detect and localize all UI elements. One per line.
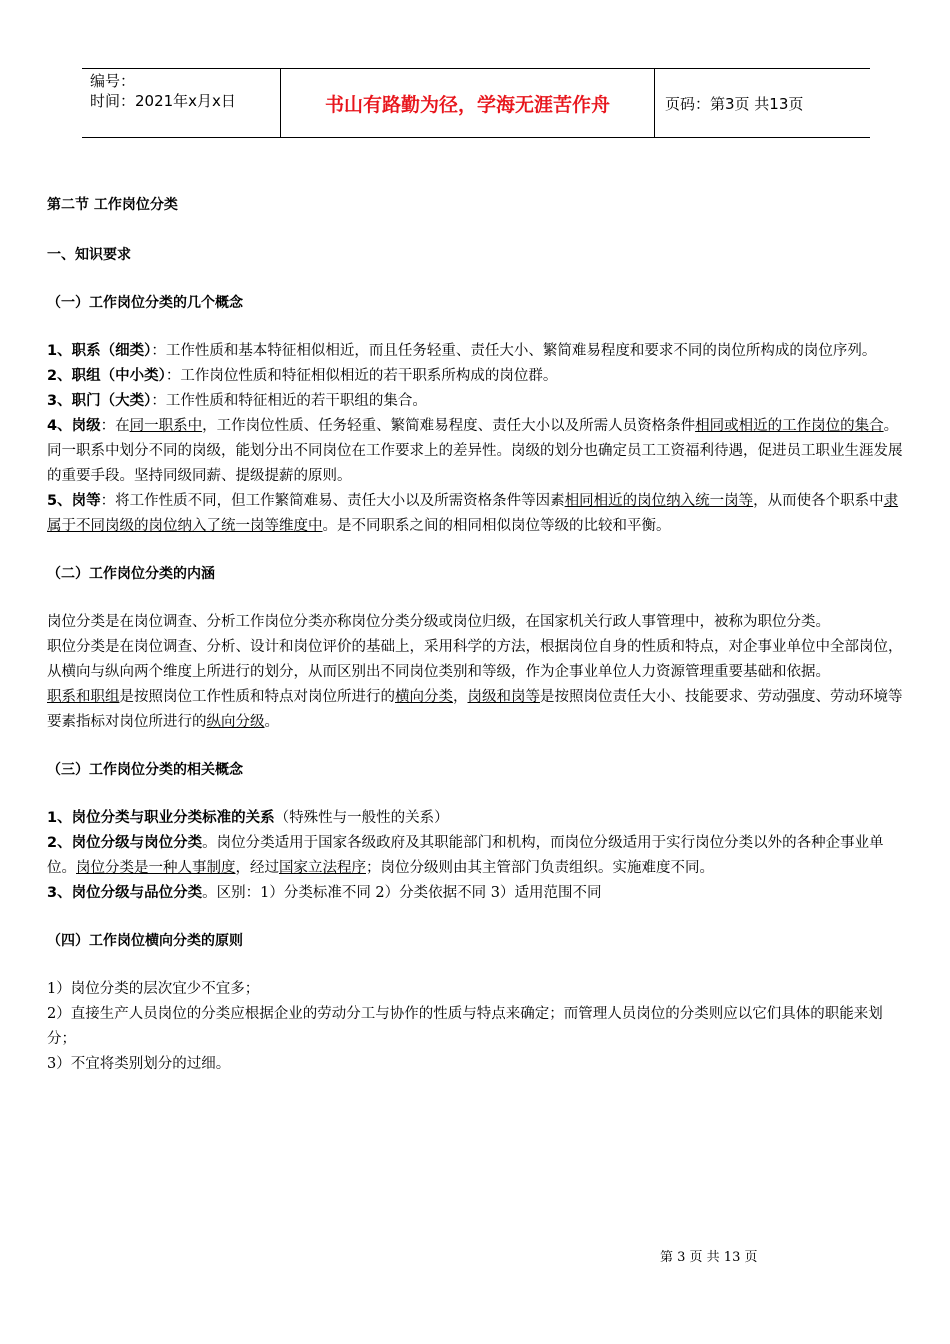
concept-2: 2、职组（中小类）：工作岗位性质和特征相似相近的若干职系所构成的岗位群。 <box>47 368 558 384</box>
section-title: 第二节 工作岗位分类 <box>47 197 178 213</box>
sub3-title: （三）工作岗位分类的相关概念 <box>47 762 243 778</box>
sub1-title: （一）工作岗位分类的几个概念 <box>47 295 243 311</box>
principle-3: 3）不宜将类别划分的过细。 <box>47 1056 231 1072</box>
relation-1: 1、岗位分类与职业分类标准的关系（特殊性与一般性的关系） <box>47 810 449 826</box>
concept-term: 1、职系（细类） <box>47 343 152 359</box>
document-body <box>47 193 907 1077</box>
concept-term: 4、岗级 <box>47 418 101 434</box>
page-footer: 第 3 页 共 13 页 <box>660 1250 758 1265</box>
page-info: 页码：第3页 共13页 <box>665 94 804 113</box>
part1-title: 一、知识要求 <box>47 247 131 263</box>
principle-1: 1）岗位分类的层次宜少不宜多； <box>47 981 260 997</box>
concept-term: 2、职组（中小类） <box>47 368 166 384</box>
motto: 书山有路勤为径，学海无涯苦作舟 <box>281 69 655 137</box>
concept-5: 5、岗等：将工作性质不同，但工作繁简难易、责任大小以及所需资格条件等因素相同相近的岗位纳入统一岗等，从而使各个职系中隶属于不同岗级的岗位纳入了统一岗等维度中。是不同职系之间的相同相似岗位等级的比较和平衡。 <box>47 493 899 534</box>
concept-term: 5、岗等 <box>47 493 101 509</box>
principle-2: 2）直接生产人员岗位的分类应根据企业的劳动分工与协作的性质与特点来确定；而管理人员岗位的分类则应以它们具体的职能来划分； <box>47 1006 883 1047</box>
paragraph: 职系和职组是按照岗位工作性质和特点对岗位所进行的横向分类，岗级和岗等是按照岗位责任大小、技能要求、劳动强度、劳动环境等要素指标对岗位所进行的纵向分级。 <box>47 689 903 730</box>
concept-3: 3、职门（大类）：工作性质和特征相近的若干职组的集合。 <box>47 393 427 409</box>
header-table <box>82 68 870 138</box>
header-left-cell <box>82 69 281 137</box>
concept-term: 3、职门（大类） <box>47 393 152 409</box>
time-label: 时间：2021年x月x日 <box>90 92 236 110</box>
paragraph: 岗位分类是在岗位调查、分析工作岗位分类亦称岗位分类分级或岗位归级，在国家机关行政人事管理中，被称为职位分类。 <box>47 614 830 630</box>
relation-3: 3、岗位分级与品位分类。区别：1）分类标准不同 2）分类依据不同 3）适用范围不同 <box>47 885 602 901</box>
sub2-title: （二）工作岗位分类的内涵 <box>47 566 215 582</box>
concept-4: 4、岗级：在同一职系中，工作岗位性质、任务轻重、繁简难易程度、责任大小以及所需人员资格条件相同或相近的工作岗位的集合。同一职系中划分不同的岗级，能划分出不同岗位在工作要求上的差异性。岗级的划分也确定员工工资福利待遇，促进员工职业生涯发展的重要手段。坚持同级同薪、提级提薪的原则。 <box>47 418 903 484</box>
concept-1: 1、职系（细类）：工作性质和基本特征相似相近，而且任务轻重、责任大小、繁简难易程度和要求不同的岗位所构成的岗位序列。 <box>47 343 877 359</box>
sub4-title: （四）工作岗位横向分类的原则 <box>47 933 243 949</box>
paragraph: 职位分类是在岗位调查、分析、设计和岗位评价的基础上，采用科学的方法，根据岗位自身的性质和特点，对企事业单位中全部岗位，从横向与纵向两个维度上所进行的划分，从而区别出不同岗位类别和等级，作为企事业单位人力资源管理重要基础和依据。 <box>47 639 903 680</box>
relation-2: 2、岗位分级与岗位分类。岗位分类适用于国家各级政府及其职能部门和机构，而岗位分级适用于实行岗位分类以外的各种企事业单位。岗位分类是一种人事制度，经过国家立法程序；岗位分级则由其主管部门负责组织。实施难度不同。 <box>47 835 884 876</box>
number-label: 编号： <box>90 72 136 90</box>
